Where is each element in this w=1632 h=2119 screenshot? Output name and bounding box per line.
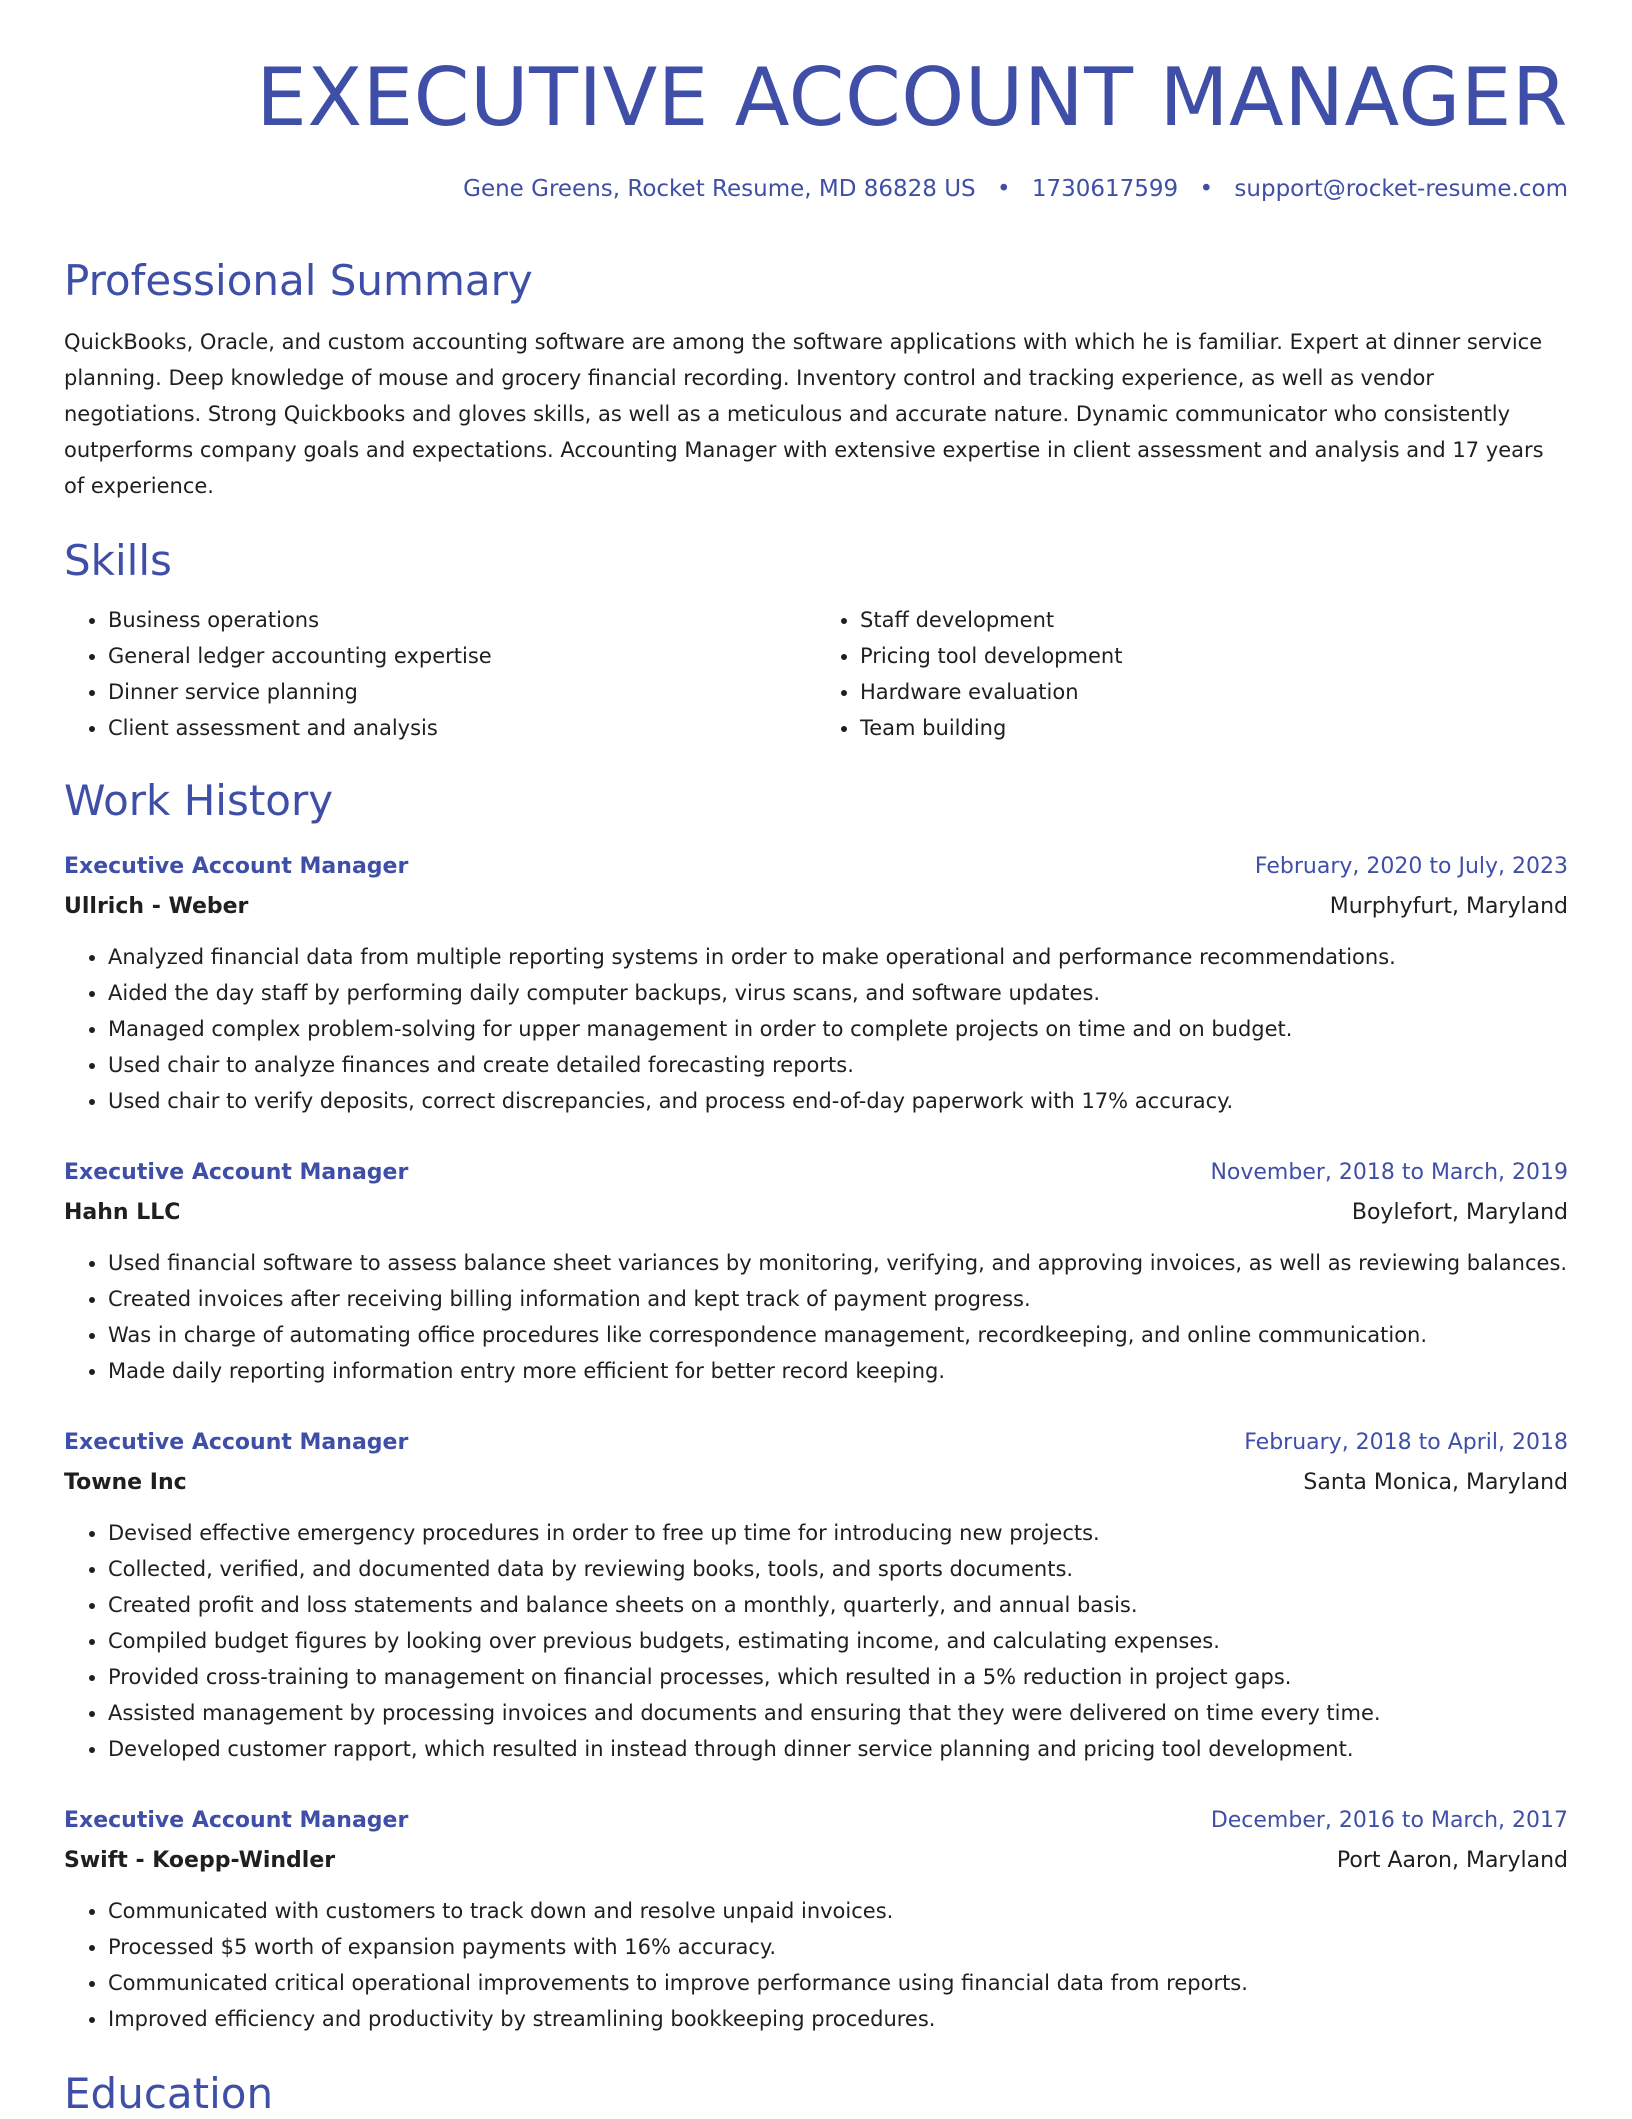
education-heading: Education <box>64 2068 274 2118</box>
job-entry <box>64 847 1568 1119</box>
contact-email[interactable]: support@rocket-resume.com <box>1234 176 1568 202</box>
job-bullet: • Analyzed financial data from multiple reporting systems in order to make operational and performance recommendations. <box>108 939 1568 975</box>
contact-separator: • <box>996 176 1011 202</box>
job-dates: February, 2020 to July, 2023 <box>1254 853 1568 879</box>
job-bullet: • Improved efficiency and productivity by streamlining bookkeeping procedures. <box>108 2001 1568 2037</box>
job-entry <box>64 1423 1568 1767</box>
job-bullets <box>64 1515 1568 1767</box>
job-role: Executive Account Manager <box>64 853 409 879</box>
job-entry <box>64 1153 1568 1389</box>
job-location: Port Aaron, Maryland <box>1336 1847 1568 1873</box>
job-entry <box>64 1801 1568 2037</box>
job-bullet: • Compiled budget figures by looking over previous budgets, estimating income, and calculating expenses. <box>108 1623 1568 1659</box>
skill-item: • Team building <box>860 710 1568 746</box>
skill-item: • Staff development <box>860 602 1568 638</box>
job-bullet: • Devised effective emergency procedures in order to free up time for introducing new projects. <box>108 1515 1568 1551</box>
job-company: Ullrich - Weber <box>64 893 249 919</box>
job-role: Executive Account Manager <box>64 1807 409 1833</box>
contact-address: Gene Greens, Rocket Resume, MD 86828 US <box>463 176 976 202</box>
job-bullet: • Created invoices after receiving billing information and kept track of payment progress. <box>108 1281 1568 1317</box>
job-bullet: • Processed $5 worth of expansion payments with 16% accuracy. <box>108 1929 1568 1965</box>
skills-column-right <box>816 602 1568 746</box>
job-bullet: • Was in charge of automating office procedures like correspondence management, recordkeeping, and online communication. <box>108 1317 1568 1353</box>
job-role: Executive Account Manager <box>64 1429 409 1455</box>
job-bullet: • Communicated with customers to track down and resolve unpaid invoices. <box>108 1893 1568 1929</box>
resume-title: EXECUTIVE ACCOUNT MANAGER <box>256 51 1568 144</box>
skill-item: • General ledger accounting expertise <box>108 638 816 674</box>
job-company: Swift - Koepp-Windler <box>64 1847 336 1873</box>
skill-item: • Hardware evaluation <box>860 674 1568 710</box>
job-bullet: • Collected, verified, and documented data by reviewing books, tools, and sports documents. <box>108 1551 1568 1587</box>
skills-list <box>64 602 1568 746</box>
job-bullets <box>64 1245 1568 1389</box>
job-bullet: • Used chair to analyze finances and create detailed forecasting reports. <box>108 1047 1568 1083</box>
summary-heading: Professional Summary <box>64 255 533 305</box>
skill-item: • Business operations <box>108 602 816 638</box>
job-bullet: • Aided the day staff by performing daily computer backups, virus scans, and software updates. <box>108 975 1568 1011</box>
contact-phone[interactable]: 1730617599 <box>1031 176 1179 202</box>
job-dates: December, 2016 to March, 2017 <box>1210 1807 1568 1833</box>
job-bullet: • Provided cross-training to management on financial processes, which resulted in a 5% reduction in project gaps. <box>108 1659 1568 1695</box>
job-role: Executive Account Manager <box>64 1159 409 1185</box>
contact-separator: • <box>1199 176 1214 202</box>
job-location: Santa Monica, Maryland <box>1303 1469 1568 1495</box>
job-bullet: • Created profit and loss statements and balance sheets on a monthly, quarterly, and annual basis. <box>108 1587 1568 1623</box>
job-location: Murphyfurt, Maryland <box>1329 893 1568 919</box>
job-dates: November, 2018 to March, 2019 <box>1210 1159 1568 1185</box>
skills-heading: Skills <box>64 535 172 585</box>
job-bullet: • Used financial software to assess balance sheet variances by monitoring, verifying, and approving invoices, as well as reviewing balances. <box>108 1245 1568 1281</box>
job-bullet: • Developed customer rapport, which resulted in instead through dinner service planning and pricing tool development. <box>108 1731 1568 1767</box>
job-bullets <box>64 1893 1568 2037</box>
job-company: Hahn LLC <box>64 1199 181 1225</box>
job-bullets <box>64 939 1568 1119</box>
job-bullet: • Communicated critical operational improvements to improve performance using financial data from reports. <box>108 1965 1568 2001</box>
skill-item: • Client assessment and analysis <box>108 710 816 746</box>
job-location: Boylefort, Maryland <box>1351 1199 1568 1225</box>
job-dates: February, 2018 to April, 2018 <box>1244 1429 1568 1455</box>
skill-item: • Pricing tool development <box>860 638 1568 674</box>
work-history-heading: Work History <box>64 776 334 826</box>
summary-text: QuickBooks, Oracle, and custom accounting software are among the software applications with which he is familiar. Expert at dinner service planning. Deep knowledge of mouse and grocery financial recording. Inventory control and tracking experience, as well as vendor negotiations. Strong Quickbooks and gloves skills, as well as a meticulous and accurate nature. Dynamic communicator who consistently outperforms company goals and expectations. Accounting Manager with extensive expertise in client assessment and analysis and 17 years of experience. <box>64 329 1544 498</box>
job-bullet: • Made daily reporting information entry more efficient for better record keeping. <box>108 1353 1568 1389</box>
skill-item: • Dinner service planning <box>108 674 816 710</box>
job-bullet: • Managed complex problem-solving for upper management in order to complete projects on time and on budget. <box>108 1011 1568 1047</box>
job-bullet: • Assisted management by processing invoices and documents and ensuring that they were delivered on time every time. <box>108 1695 1568 1731</box>
job-bullet: • Used chair to verify deposits, correct discrepancies, and process end-of-day paperwork with 17% accuracy. <box>108 1083 1568 1119</box>
job-company: Towne Inc <box>64 1469 187 1495</box>
skills-column-left <box>64 602 816 746</box>
resume-header <box>64 0 1568 204</box>
contact-line <box>64 176 1568 204</box>
